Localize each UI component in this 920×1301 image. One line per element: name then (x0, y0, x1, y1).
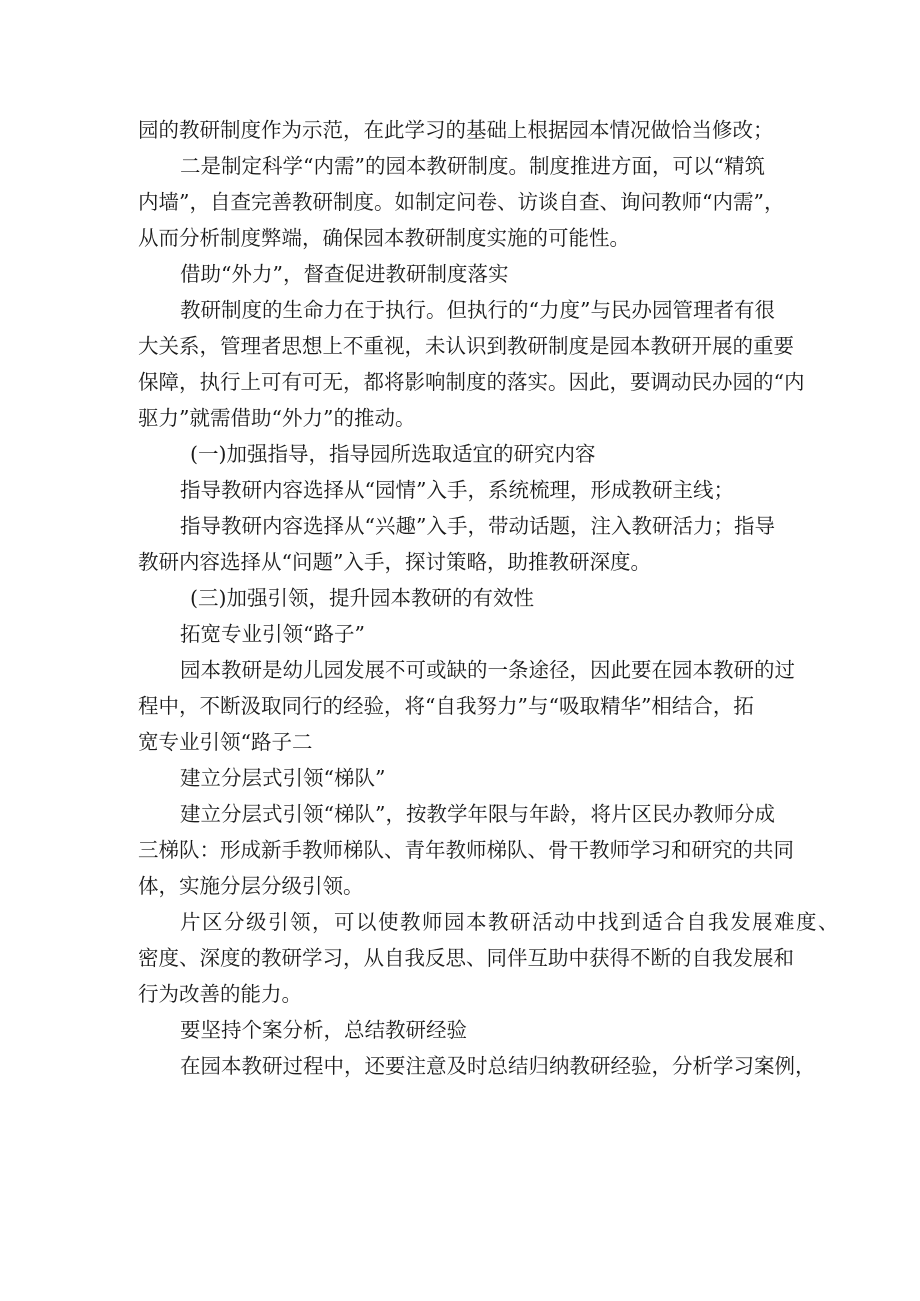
section-heading: 要坚持个案分析，总结教研经验 (180, 1018, 467, 1042)
paragraph-line: 大关系，管理者思想上不重视，未认识到教研制度是园本教研开展的重要 (138, 334, 794, 358)
paragraph-line: 宽专业引领“路子二 (138, 730, 313, 754)
paragraph-line: 园的教研制度作为示范，在此学习的基础上根据园本情况做恰当修改； (138, 118, 774, 142)
paragraph-line: 园本教研是幼儿园发展不可或缺的一条途径，因此要在园本教研的过 (180, 658, 795, 682)
document-body (138, 112, 840, 1084)
paragraph-line: 教研内容选择从“问题”入手，探讨策略，助推教研深度。 (138, 550, 651, 574)
paragraph-line: 保障，执行上可有可无，都将影响制度的落实。因此，要调动民办园的“内 (138, 370, 805, 394)
paragraph-line: 教研制度的生命力在于执行。但执行的“力度”与民办园管理者有很 (180, 298, 775, 322)
paragraph-line: 三梯队：形成新手教师梯队、青年教师梯队、骨干教师学习和研究的共同 (138, 838, 794, 862)
paragraph-line: 建立分层式引领“梯队”，按教学年限与年龄，将片区民办教师分成 (180, 802, 775, 826)
section-heading: 建立分层式引领“梯队” (180, 766, 386, 790)
paragraph-line: 行为改善的能力。 (138, 982, 302, 1006)
paragraph-line: 驱力”就需借助“外力”的推动。 (138, 406, 416, 430)
paragraph-line: 密度、深度的教研学习，从自我反思、同伴互助中获得不断的自我发展和 (138, 946, 794, 970)
paragraph-line: 指导教研内容选择从“兴趣”入手，带动话题，注入教研活力；指导 (180, 514, 775, 538)
paragraph-line: 片区分级引领，可以使教师园本教研活动中找到适合自我发展难度、 (180, 910, 840, 934)
paragraph-line: 二是制定科学“内需”的园本教研制度。制度推进方面，可以“精筑 (180, 154, 765, 178)
paragraph-line: 程中，不断汲取同行的经验，将“自我努力”与“吸取精华”相结合，拓 (138, 694, 754, 718)
paragraph-line: 体，实施分层分级引领。 (138, 874, 364, 898)
paragraph-line: 指导教研内容选择从“园情”入手，系统梳理，形成教研主线； (180, 478, 734, 502)
section-heading: (一)加强指导，指导园所选取适宜的研究内容 (190, 442, 596, 466)
paragraph-line: 从而分析制度弊端，确保园本教研制度实施的可能性。 (138, 226, 630, 250)
section-heading: 拓宽专业引领“路子” (180, 622, 365, 646)
paragraph-line: 内墙”，自查完善教研制度。如制定问卷、访谈自查、询问教师“内需”， (138, 190, 785, 214)
section-heading: 借助“外力”，督查促进教研制度落实 (180, 262, 509, 286)
section-heading: (三)加强引领，提升园本教研的有效性 (190, 586, 534, 610)
paragraph-line: 在园本教研过程中，还要注意及时总结归纳教研经验，分析学习案例， (180, 1054, 816, 1078)
